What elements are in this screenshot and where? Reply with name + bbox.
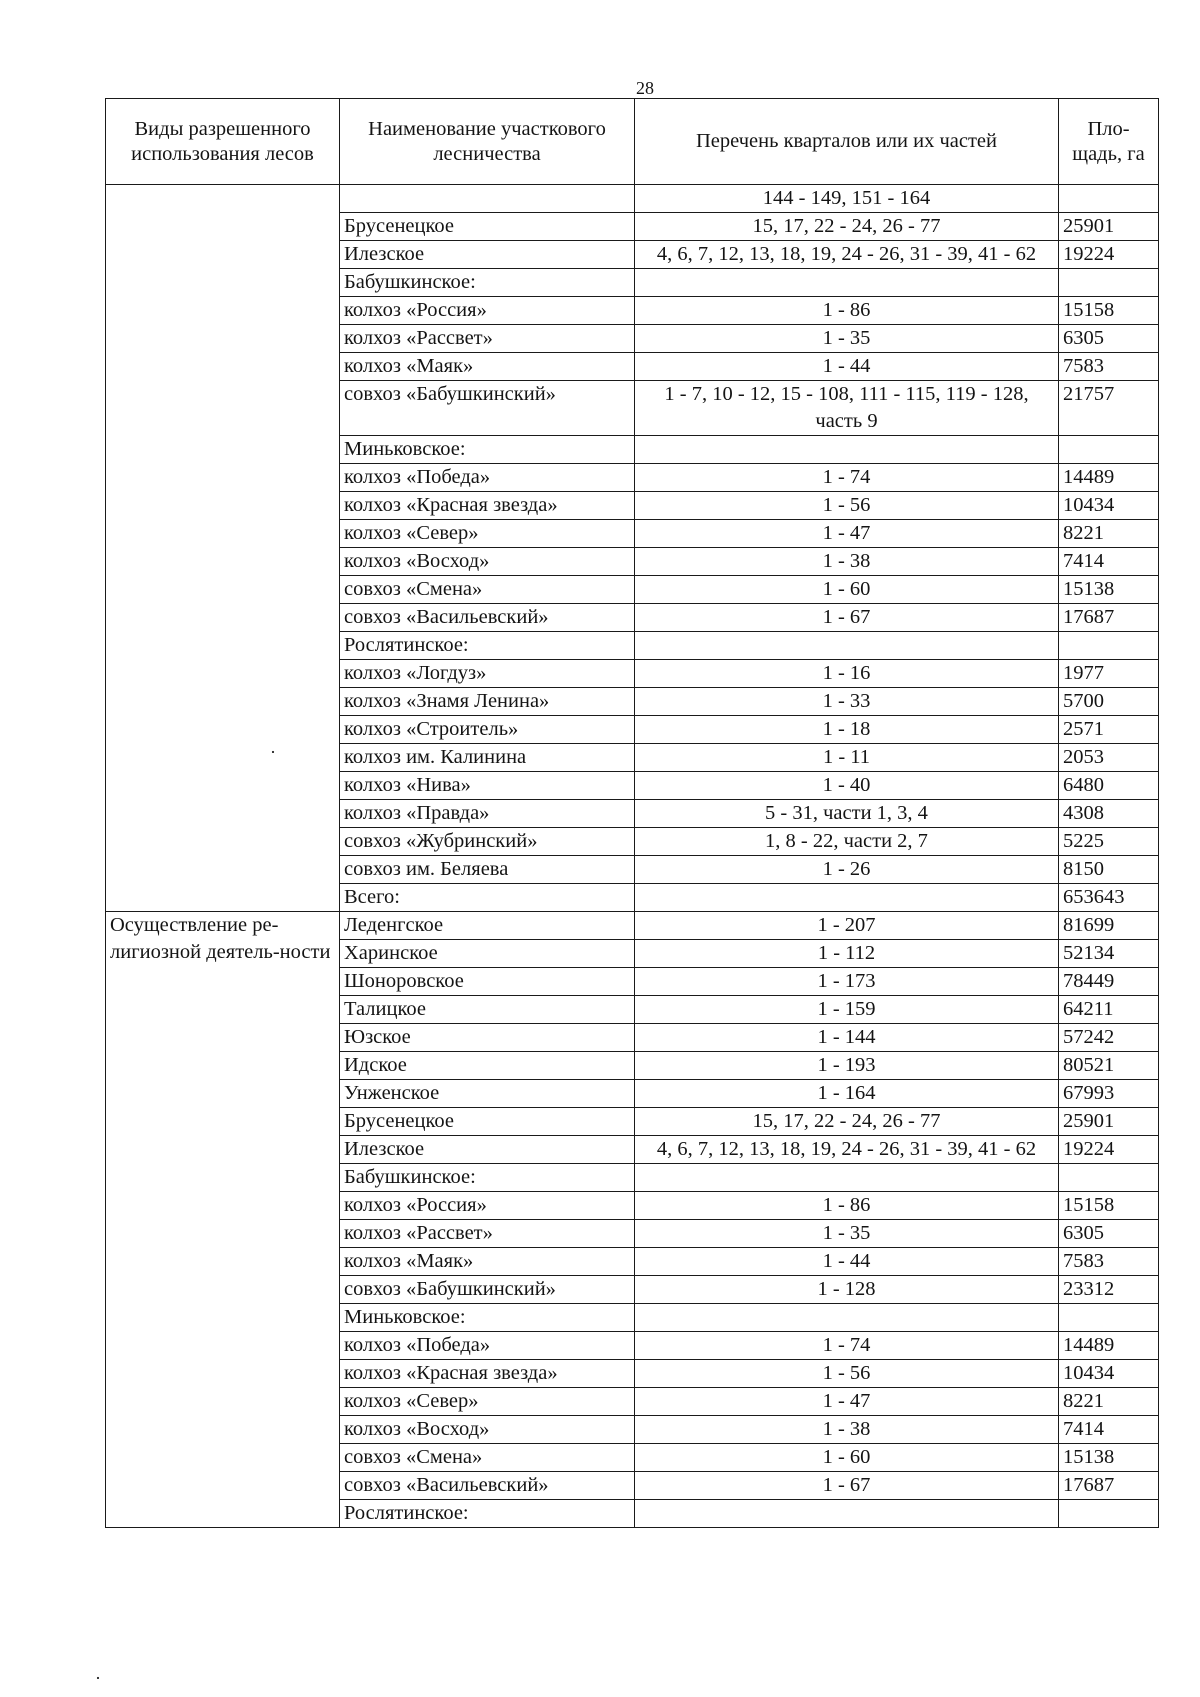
- forestry-name-cell: колхоз «Рассвет»: [340, 325, 635, 353]
- quarters-cell: 5 - 31, части 1, 3, 4: [635, 800, 1059, 828]
- quarters-cell: 1 - 35: [635, 325, 1059, 353]
- quarters-cell: 1 - 74: [635, 1332, 1059, 1360]
- quarters-cell: [635, 1304, 1059, 1332]
- forestry-name-cell: совхоз «Смена»: [340, 576, 635, 604]
- area-cell: 14489: [1059, 464, 1159, 492]
- area-cell: [1059, 1304, 1159, 1332]
- quarters-cell: 15, 17, 22 - 24, 26 - 77: [635, 1108, 1059, 1136]
- area-cell: 64211: [1059, 996, 1159, 1024]
- quarters-cell: 1 - 11: [635, 744, 1059, 772]
- forestry-name-cell: совхоз «Васильевский»: [340, 604, 635, 632]
- quarters-cell: 1 - 67: [635, 604, 1059, 632]
- quarters-cell: 15, 17, 22 - 24, 26 - 77: [635, 213, 1059, 241]
- area-cell: 7414: [1059, 548, 1159, 576]
- forestry-name-cell: колхоз «Север»: [340, 520, 635, 548]
- area-cell: 2571: [1059, 716, 1159, 744]
- forestry-name-cell: Брусенецкое: [340, 213, 635, 241]
- area-cell: 1977: [1059, 660, 1159, 688]
- quarters-cell: 1 - 74: [635, 464, 1059, 492]
- quarters-cell: 4, 6, 7, 12, 13, 18, 19, 24 - 26, 31 - 39, 41 - 62: [635, 1136, 1059, 1164]
- quarters-cell: 1 - 38: [635, 1416, 1059, 1444]
- forestry-name-cell: Бабушкинское:: [340, 1164, 635, 1192]
- quarters-cell: [635, 1164, 1059, 1192]
- table-body: [106, 185, 1159, 1528]
- quarters-cell: 1 - 112: [635, 940, 1059, 968]
- area-cell: 6480: [1059, 772, 1159, 800]
- quarters-cell: 1 - 207: [635, 912, 1059, 940]
- quarters-cell: 1 - 60: [635, 1444, 1059, 1472]
- area-cell: 17687: [1059, 604, 1159, 632]
- area-cell: 8221: [1059, 520, 1159, 548]
- area-cell: 7583: [1059, 353, 1159, 381]
- forestry-name-cell: Бабушкинское:: [340, 269, 635, 297]
- quarters-cell: 1 - 86: [635, 297, 1059, 325]
- area-cell: 67993: [1059, 1080, 1159, 1108]
- area-cell: [1059, 1500, 1159, 1528]
- forestry-name-cell: [340, 185, 635, 213]
- quarters-cell: 1 - 193: [635, 1052, 1059, 1080]
- table-header-row: [106, 99, 1159, 185]
- forestry-name-cell: совхоз им. Беляева: [340, 856, 635, 884]
- area-cell: 23312: [1059, 1276, 1159, 1304]
- quarters-cell: 1 - 173: [635, 968, 1059, 996]
- area-cell: [1059, 436, 1159, 464]
- area-cell: [1059, 1164, 1159, 1192]
- header-area: Пло-щадь, га: [1059, 99, 1159, 185]
- use-kind-cell: [106, 185, 340, 912]
- forestry-name-cell: Унженское: [340, 1080, 635, 1108]
- area-cell: [1059, 269, 1159, 297]
- area-cell: 15138: [1059, 576, 1159, 604]
- forestry-name-cell: колхоз «Правда»: [340, 800, 635, 828]
- area-cell: 25901: [1059, 1108, 1159, 1136]
- forestry-name-cell: Миньковское:: [340, 436, 635, 464]
- quarters-cell: 144 - 149, 151 - 164: [635, 185, 1059, 213]
- forestry-name-cell: совхоз «Смена»: [340, 1444, 635, 1472]
- quarters-cell: 1 - 33: [635, 688, 1059, 716]
- quarters-cell: 1 - 44: [635, 1248, 1059, 1276]
- scan-speck: ·: [95, 1668, 101, 1688]
- area-cell: 15158: [1059, 297, 1159, 325]
- area-cell: 6305: [1059, 1220, 1159, 1248]
- area-cell: 19224: [1059, 1136, 1159, 1164]
- area-cell: 80521: [1059, 1052, 1159, 1080]
- quarters-cell: 1 - 7, 10 - 12, 15 - 108, 111 - 115, 119 - 128, часть 9: [635, 381, 1059, 436]
- quarters-cell: 1 - 26: [635, 856, 1059, 884]
- quarters-cell: 1, 8 - 22, части 2, 7: [635, 828, 1059, 856]
- header-quarters: Перечень кварталов или их частей: [635, 99, 1059, 185]
- forest-use-table: [105, 98, 1159, 1528]
- forestry-name-cell: Илезское: [340, 1136, 635, 1164]
- area-cell: 52134: [1059, 940, 1159, 968]
- forestry-name-cell: колхоз «Красная звезда»: [340, 1360, 635, 1388]
- quarters-cell: 1 - 16: [635, 660, 1059, 688]
- forestry-name-cell: колхоз «Знамя Ленина»: [340, 688, 635, 716]
- table-row: [106, 185, 1159, 213]
- area-cell: 2053: [1059, 744, 1159, 772]
- quarters-cell: 1 - 56: [635, 492, 1059, 520]
- page-number: 28: [636, 78, 654, 98]
- header-forestry: Наименование участкового лесничества: [340, 99, 635, 185]
- quarters-cell: 1 - 40: [635, 772, 1059, 800]
- area-cell: [1059, 185, 1159, 213]
- area-cell: 25901: [1059, 213, 1159, 241]
- area-cell: 15138: [1059, 1444, 1159, 1472]
- forestry-name-cell: Рослятинское:: [340, 632, 635, 660]
- forestry-name-cell: колхоз «Красная звезда»: [340, 492, 635, 520]
- forestry-name-cell: колхоз «Победа»: [340, 464, 635, 492]
- quarters-cell: 1 - 38: [635, 548, 1059, 576]
- area-cell: 21757: [1059, 381, 1159, 436]
- forestry-name-cell: Брусенецкое: [340, 1108, 635, 1136]
- quarters-cell: [635, 1500, 1059, 1528]
- area-cell: 81699: [1059, 912, 1159, 940]
- forestry-name-cell: Рослятинское:: [340, 1500, 635, 1528]
- forestry-name-cell: совхоз «Васильевский»: [340, 1472, 635, 1500]
- forestry-name-cell: Леденгское: [340, 912, 635, 940]
- header-kind: Виды разрешенного использования лесов: [106, 99, 340, 185]
- area-cell: 10434: [1059, 1360, 1159, 1388]
- forestry-name-cell: совхоз «Бабушкинский»: [340, 381, 635, 436]
- use-kind-cell: Осуществление ре-лигиозной деятель-ности: [106, 912, 340, 1528]
- forestry-name-cell: Талицкое: [340, 996, 635, 1024]
- quarters-cell: [635, 884, 1059, 912]
- area-cell: 15158: [1059, 1192, 1159, 1220]
- forestry-name-cell: колхоз «Север»: [340, 1388, 635, 1416]
- area-cell: 78449: [1059, 968, 1159, 996]
- area-cell: 5700: [1059, 688, 1159, 716]
- forestry-name-cell: Шоноровское: [340, 968, 635, 996]
- quarters-cell: 1 - 144: [635, 1024, 1059, 1052]
- quarters-cell: 1 - 47: [635, 1388, 1059, 1416]
- area-cell: 6305: [1059, 325, 1159, 353]
- forestry-name-cell: колхоз «Маяк»: [340, 353, 635, 381]
- quarters-cell: [635, 436, 1059, 464]
- quarters-cell: [635, 632, 1059, 660]
- area-cell: 14489: [1059, 1332, 1159, 1360]
- forestry-name-cell: Илезское: [340, 241, 635, 269]
- forestry-name-cell: Юзское: [340, 1024, 635, 1052]
- quarters-cell: [635, 269, 1059, 297]
- area-cell: 7414: [1059, 1416, 1159, 1444]
- forestry-name-cell: колхоз «Маяк»: [340, 1248, 635, 1276]
- quarters-cell: 1 - 18: [635, 716, 1059, 744]
- quarters-cell: 1 - 164: [635, 1080, 1059, 1108]
- area-cell: 19224: [1059, 241, 1159, 269]
- forestry-name-cell: колхоз «Строитель»: [340, 716, 635, 744]
- quarters-cell: 1 - 44: [635, 353, 1059, 381]
- forestry-name-cell: колхоз «Нива»: [340, 772, 635, 800]
- area-cell: 653643: [1059, 884, 1159, 912]
- area-cell: [1059, 632, 1159, 660]
- area-cell: 8150: [1059, 856, 1159, 884]
- forestry-name-cell: колхоз «Россия»: [340, 297, 635, 325]
- forestry-name-cell: колхоз «Восход»: [340, 1416, 635, 1444]
- area-cell: 4308: [1059, 800, 1159, 828]
- quarters-cell: 1 - 47: [635, 520, 1059, 548]
- forestry-name-cell: колхоз «Восход»: [340, 548, 635, 576]
- forestry-name-cell: колхоз «Логдуз»: [340, 660, 635, 688]
- forestry-name-cell: совхоз «Бабушкинский»: [340, 1276, 635, 1304]
- quarters-cell: 1 - 56: [635, 1360, 1059, 1388]
- quarters-cell: 4, 6, 7, 12, 13, 18, 19, 24 - 26, 31 - 39, 41 - 62: [635, 241, 1059, 269]
- forestry-name-cell: колхоз «Рассвет»: [340, 1220, 635, 1248]
- area-cell: 57242: [1059, 1024, 1159, 1052]
- area-cell: 8221: [1059, 1388, 1159, 1416]
- quarters-cell: 1 - 159: [635, 996, 1059, 1024]
- quarters-cell: 1 - 67: [635, 1472, 1059, 1500]
- forestry-name-cell: колхоз «Россия»: [340, 1192, 635, 1220]
- area-cell: 7583: [1059, 1248, 1159, 1276]
- forestry-name-cell: колхоз «Победа»: [340, 1332, 635, 1360]
- forestry-name-cell: Всего:: [340, 884, 635, 912]
- area-cell: 10434: [1059, 492, 1159, 520]
- forestry-name-cell: колхоз им. Калинина: [340, 744, 635, 772]
- quarters-cell: 1 - 35: [635, 1220, 1059, 1248]
- forestry-name-cell: Харинское: [340, 940, 635, 968]
- area-cell: 17687: [1059, 1472, 1159, 1500]
- quarters-cell: 1 - 60: [635, 576, 1059, 604]
- forestry-name-cell: совхоз «Жубринский»: [340, 828, 635, 856]
- forestry-name-cell: Идское: [340, 1052, 635, 1080]
- quarters-cell: 1 - 86: [635, 1192, 1059, 1220]
- forestry-name-cell: Миньковское:: [340, 1304, 635, 1332]
- table-row: [106, 912, 1159, 940]
- area-cell: 5225: [1059, 828, 1159, 856]
- quarters-cell: 1 - 128: [635, 1276, 1059, 1304]
- scan-speck: ·: [270, 742, 276, 762]
